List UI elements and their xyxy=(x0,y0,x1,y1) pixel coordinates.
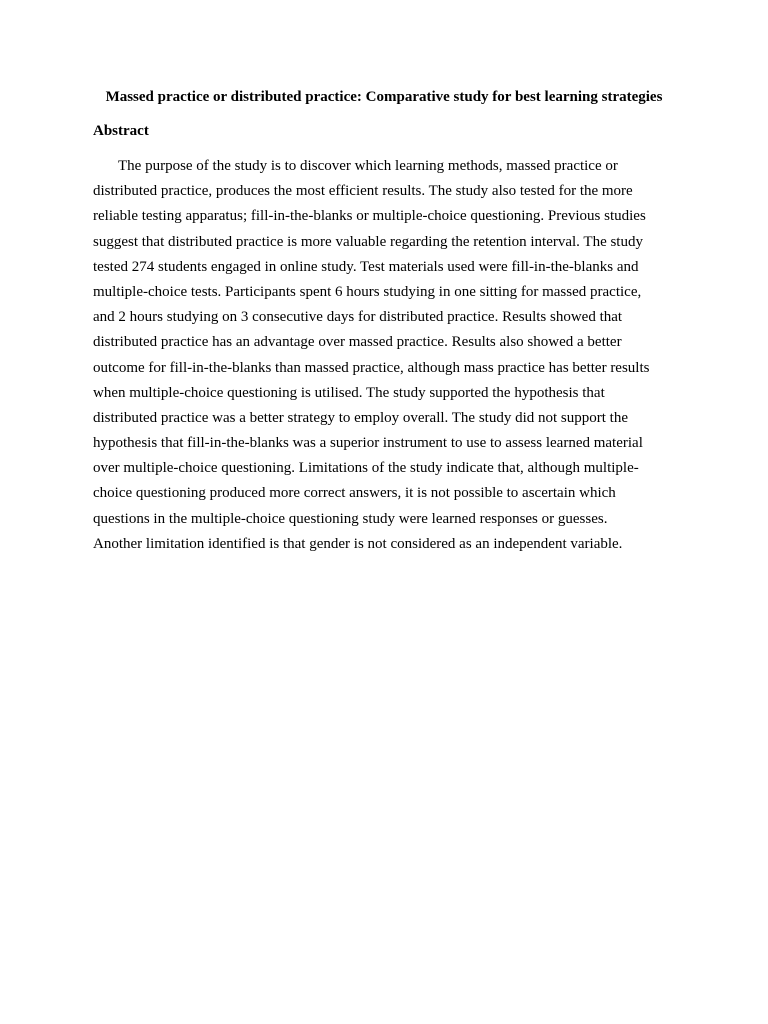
abstract-body xyxy=(93,156,693,559)
abstract-line: multiple-choice tests. Participants spent 6 hours studying in one sitting for massed practice, xyxy=(93,283,642,300)
abstract-line: questions in the multiple-choice questioning study were learned responses or guesses. xyxy=(93,510,608,527)
abstract-line: reliable testing apparatus; fill-in-the-blanks or multiple-choice questioning. Previous studies xyxy=(93,208,646,225)
abstract-line: when multiple-choice questioning is utilised. The study supported the hypothesis that xyxy=(93,384,605,401)
abstract-line: Another limitation identified is that gender is not considered as an independent variable. xyxy=(93,535,623,552)
abstract-line: tested 274 students engaged in online study. Test materials used were fill-in-the-blanks and xyxy=(93,258,639,275)
abstract-line: outcome for fill-in-the-blanks than massed practice, although mass practice has better results xyxy=(93,359,650,376)
abstract-line: choice questioning produced more correct answers, it is not possible to ascertain which xyxy=(93,485,616,502)
abstract-line: distributed practice has an advantage over massed practice. Results also showed a better xyxy=(93,334,622,351)
abstract-line: suggest that distributed practice is more valuable regarding the retention interval. The study xyxy=(93,233,643,250)
document-title: Massed practice or distributed practice: Comparative study for best learning strategies xyxy=(105,89,663,105)
abstract-line: over multiple-choice questioning. Limitations of the study indicate that, although multiple- xyxy=(93,460,639,477)
abstract-line: hypothesis that fill-in-the-blanks was a superior instrument to use to assess learned material xyxy=(93,435,643,452)
abstract-line: and 2 hours studying on 3 consecutive days for distributed practice. Results showed that xyxy=(93,309,623,326)
abstract-line: The purpose of the study is to discover which learning methods, massed practice or xyxy=(118,158,618,174)
abstract-heading: Abstract xyxy=(93,123,149,139)
abstract-line: distributed practice, produces the most efficient results. The study also tested for the more xyxy=(93,183,633,200)
abstract-line: distributed practice was a better strategy to employ overall. The study did not support the xyxy=(93,409,629,426)
